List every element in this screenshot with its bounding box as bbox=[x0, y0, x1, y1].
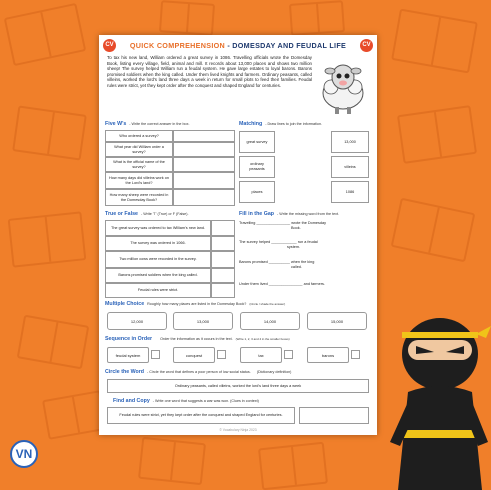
five-ws-heading: Five W's - Write the correct answer in the box. bbox=[105, 121, 190, 127]
matching-left-item: places bbox=[239, 181, 275, 203]
five-ws-question: Who ordered a survey? bbox=[105, 130, 173, 142]
badge-left: CV bbox=[103, 39, 116, 52]
five-ws-question: What year did William order a survey? bbox=[105, 142, 173, 157]
sequence-number-box[interactable] bbox=[284, 350, 293, 359]
true-false-answer-box[interactable] bbox=[211, 236, 235, 251]
five-ws-answer-box[interactable] bbox=[173, 130, 235, 142]
page-title: QUICK COMPREHENSION - DOMESDAY AND FEUDAL LIFE bbox=[129, 41, 347, 50]
choice-option[interactable]: 12,000 bbox=[107, 312, 167, 330]
sequence-item: feudal system bbox=[107, 347, 149, 363]
true-false-statement: Two million cows were recorded in the survey. bbox=[105, 251, 211, 268]
true-false-answer-box[interactable] bbox=[211, 268, 235, 283]
sequence-heading: Sequence in Order Order the information as it occurs in the text. (Write 1, 2, 3 and 4 in the smaller boxes) bbox=[105, 336, 290, 342]
sequence-number-box[interactable] bbox=[151, 350, 160, 359]
badge-right: CV bbox=[360, 39, 373, 52]
sequence-number-box[interactable] bbox=[217, 350, 226, 359]
true-false-answer-box[interactable] bbox=[211, 251, 235, 268]
true-false-statement: The great survey was ordered to tax William's new land. bbox=[105, 220, 211, 236]
sequence-item: conquest bbox=[173, 347, 215, 363]
gap-fill-line[interactable]: Under them lived ________________ and farmers. bbox=[239, 282, 325, 286]
sequence-item: tax bbox=[240, 347, 282, 363]
circle-word-heading: Circle the Word - Circle the word that defines a poor person of low social status. (Dictionary definition) bbox=[105, 369, 292, 375]
five-ws-answer-box[interactable] bbox=[173, 142, 235, 157]
matching-left-item: great survey bbox=[239, 131, 275, 153]
sequence-item: barons bbox=[307, 347, 349, 363]
gap-fill-line[interactable]: The survey helped ____________ run a feudal system. bbox=[239, 240, 318, 249]
copyright-footer: © Vocabulary Ninja 2023 bbox=[219, 428, 257, 432]
choice-option[interactable]: 14,000 bbox=[240, 312, 300, 330]
vocabulary-ninja-logo: VN bbox=[10, 440, 38, 468]
choice-option[interactable]: 13,000 bbox=[173, 312, 233, 330]
five-ws-question: How many sheep were recorded in the Domesday Book? bbox=[105, 189, 173, 206]
gap-fill-heading: Fill in the Gap - Write the missing word from the text. bbox=[239, 211, 340, 217]
circle-word-sentence[interactable]: Ordinary peasants, called villeins, worked the lord's land three days a week bbox=[107, 379, 369, 393]
find-copy-heading: Find and Copy - Write one word that suggests a war was won. (Clues in context) bbox=[113, 398, 259, 404]
ninja-mascot-icon bbox=[388, 312, 491, 490]
true-false-answer-box[interactable] bbox=[211, 220, 235, 236]
five-ws-question: How many days did villeins work on the Lord's land? bbox=[105, 172, 173, 189]
gap-fill-line[interactable]: Travelling ________________ wrote the Domesday Book. bbox=[239, 221, 327, 230]
true-false-heading: True or False - Write 'T' (True) or F (False). bbox=[105, 211, 189, 217]
true-false-statement: Barons promised soldiers when the king called. bbox=[105, 268, 211, 283]
five-ws-answer-box[interactable] bbox=[173, 189, 235, 206]
sheep-icon bbox=[317, 57, 369, 115]
matching-heading: Matching - Draw lines to join the information. bbox=[239, 121, 323, 127]
sequence-number-box[interactable] bbox=[351, 350, 360, 359]
gap-fill-line[interactable]: Barons promised __________ when the king called. bbox=[239, 260, 315, 269]
five-ws-question: What is the official name of the survey? bbox=[105, 157, 173, 172]
matching-right-item: 13,000 bbox=[331, 131, 369, 153]
matching-right-item: villeins bbox=[331, 156, 369, 178]
choice-option[interactable]: 15,000 bbox=[307, 312, 367, 330]
find-copy-answer-box[interactable] bbox=[299, 407, 369, 424]
true-false-statement: The survey was ordered in 1066. bbox=[105, 236, 211, 251]
true-false-statement: Feudal rules were strict. bbox=[105, 283, 211, 298]
matching-left-item: ordinary peasants bbox=[239, 156, 275, 178]
find-copy-sentence: Feudal rules were strict, yet they kept order after the conquest and shaped England for centuries. bbox=[107, 407, 295, 424]
five-ws-answer-box[interactable] bbox=[173, 157, 235, 172]
five-ws-answer-box[interactable] bbox=[173, 172, 235, 189]
worksheet bbox=[99, 35, 377, 435]
true-false-answer-box[interactable] bbox=[211, 283, 235, 298]
matching-right-item: 1086 bbox=[331, 181, 369, 203]
multiple-choice-heading: Multiple Choice Roughly how many places are listed in the Domesday Book? (Circle / shade the answer) bbox=[105, 301, 286, 307]
intro-text: To tax his new land, William ordered a great survey in 1086. Travelling officials wrote the Domesday Book, listing every village, field, animal and mill. It records about 13,000 places and shows two million sheep! The survey helped William run a feudal system. He gave large estates to loyal barons. Barons promised soldiers when the king called. Under them lived knights and farmers. Ordinary peasants, called villeins, worked the lord's land three days a week in return for small plots to feed their families. Feudal rules were strict, yet they kept order after the conquest and shaped England for centuries. bbox=[107, 55, 312, 88]
